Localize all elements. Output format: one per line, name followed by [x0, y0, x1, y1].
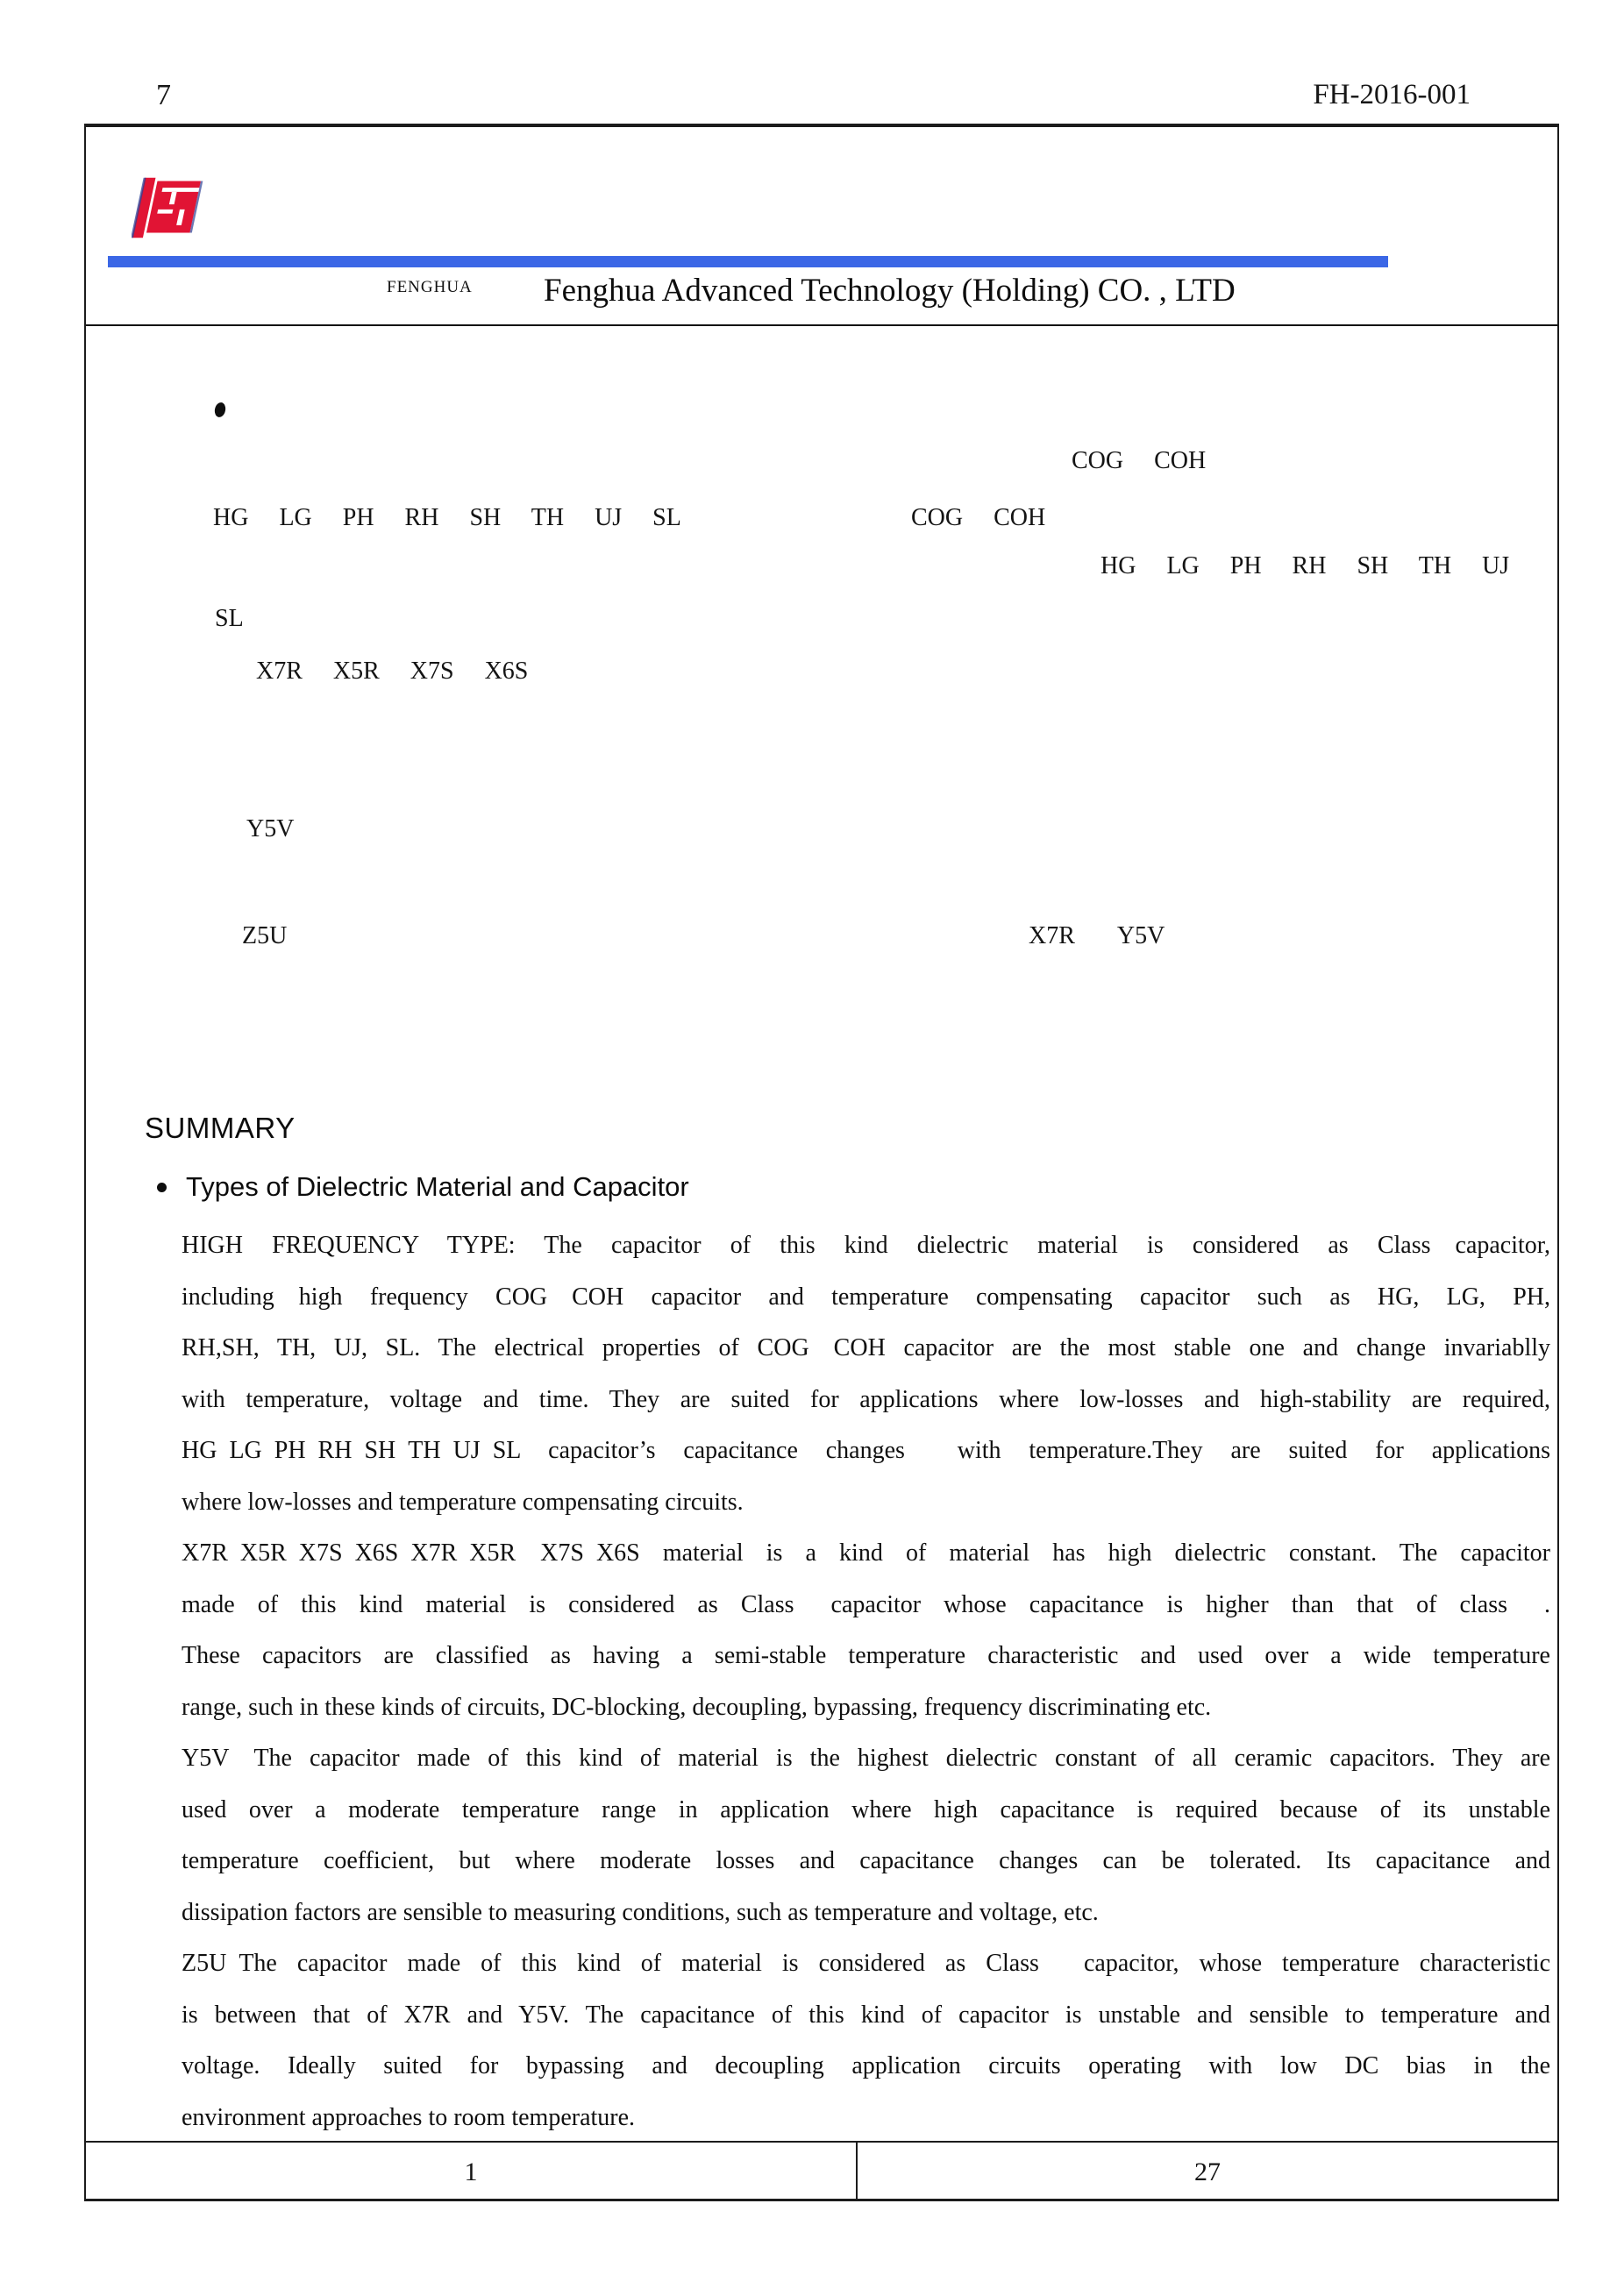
bullet-dot-icon	[157, 1183, 167, 1192]
brand-wordmark: FENGHUA	[387, 278, 473, 296]
body-line: including high frequency COG COH capacitor and temperature compensating capacitor such as HG, LG, PH,	[182, 1283, 1550, 1311]
page-folio: 7	[156, 79, 171, 111]
doc-code: FH-2016-001	[1313, 79, 1471, 110]
body-line: These capacitors are classified as having a semi-stable temperature characteristic and used over a wide temperature	[182, 1642, 1550, 1669]
body-line: used over a moderate temperature range in application where high capacitance is required because of its unstable	[182, 1795, 1550, 1823]
body-line: HIGH FREQUENCY TYPE: The capacitor of this kind dielectric material is considered as Class capacitor,	[182, 1232, 1550, 1259]
code-hg-sl-row: HG LG PH RH SH TH UJ SL	[213, 504, 681, 531]
code-x7r-y5v: X7R Y5V	[1029, 922, 1165, 949]
body-line: HG LG PH RH SH TH UJ SL capacitor’s capacitance changes with temperature.They are suited for applications	[182, 1437, 1550, 1464]
body-line: made of this kind material is considered as Class capacitor whose capacitance is higher than that of class .	[182, 1590, 1550, 1618]
body-line: X7R X5R X7S X6S X7R X5R X7S X6S material is a kind of material has high dielectric constant. The capacitor	[182, 1539, 1550, 1567]
header-divider	[86, 324, 1557, 326]
body-text-block	[182, 1220, 1550, 2143]
footer-page-current: 1	[86, 2143, 858, 2201]
fenghua-logo-icon	[132, 173, 205, 241]
code-sl: SL	[215, 605, 244, 632]
code-cog-coh-1: COG COH	[1072, 447, 1207, 474]
header-accent-bar	[108, 256, 1388, 267]
code-cog-coh-2: COG COH	[911, 504, 1046, 531]
body-line: Z5U The capacitor made of this kind of material is considered as Class capacitor, whose temperature characteristic	[182, 1950, 1550, 1977]
body-line: Y5V The capacitor made of this kind of material is the highest dielectric constant of all ceramic capacitors. They are	[182, 1745, 1550, 1772]
code-x7r-x6s-row: X7R X5R X7S X6S	[256, 658, 529, 685]
code-hg-uj-row: HG LG PH RH SH TH UJ	[1100, 552, 1510, 579]
body-line: RH,SH, TH, UJ, SL. The electrical properties of COG COH capacitor are the most stable one and change invariablly	[182, 1334, 1550, 1361]
summary-bullet-item: Types of Dielectric Material and Capacitor	[186, 1171, 689, 1202]
summary-heading: SUMMARY	[145, 1112, 296, 1144]
body-line: dissipation factors are sensible to measuring conditions, such as temperature and voltage, etc.	[182, 1898, 1099, 1926]
footer-pagination	[84, 2141, 1559, 2201]
body-line: is between that of X7R and Y5V. The capacitance of this kind of capacitor is unstable and sensible to temperature and	[182, 2001, 1550, 2029]
footer-page-total: 27	[1194, 2157, 1221, 2186]
code-z5u: Z5U	[242, 922, 288, 949]
code-y5v: Y5V	[246, 815, 295, 842]
body-line: voltage. Ideally suited for bypassing and decoupling application circuits operating with low DC bias in the	[182, 2052, 1550, 2079]
body-line: where low-losses and temperature compensating circuits.	[182, 1488, 744, 1516]
body-line: temperature coefficient, but where moderate losses and capacitance changes can be tolerated. Its capacitance and	[182, 1847, 1550, 1874]
company-title: Fenghua Advanced Technology (Holding) CO. , LTD	[544, 273, 1236, 309]
body-line: range, such in these kinds of circuits, DC-blocking, decoupling, bypassing, frequency discriminating etc.	[182, 1693, 1212, 1721]
body-line: with temperature, voltage and time. They are suited for applications where low-losses and high-stability are required,	[182, 1385, 1550, 1413]
body-line: environment approaches to room temperature.	[182, 2103, 636, 2131]
